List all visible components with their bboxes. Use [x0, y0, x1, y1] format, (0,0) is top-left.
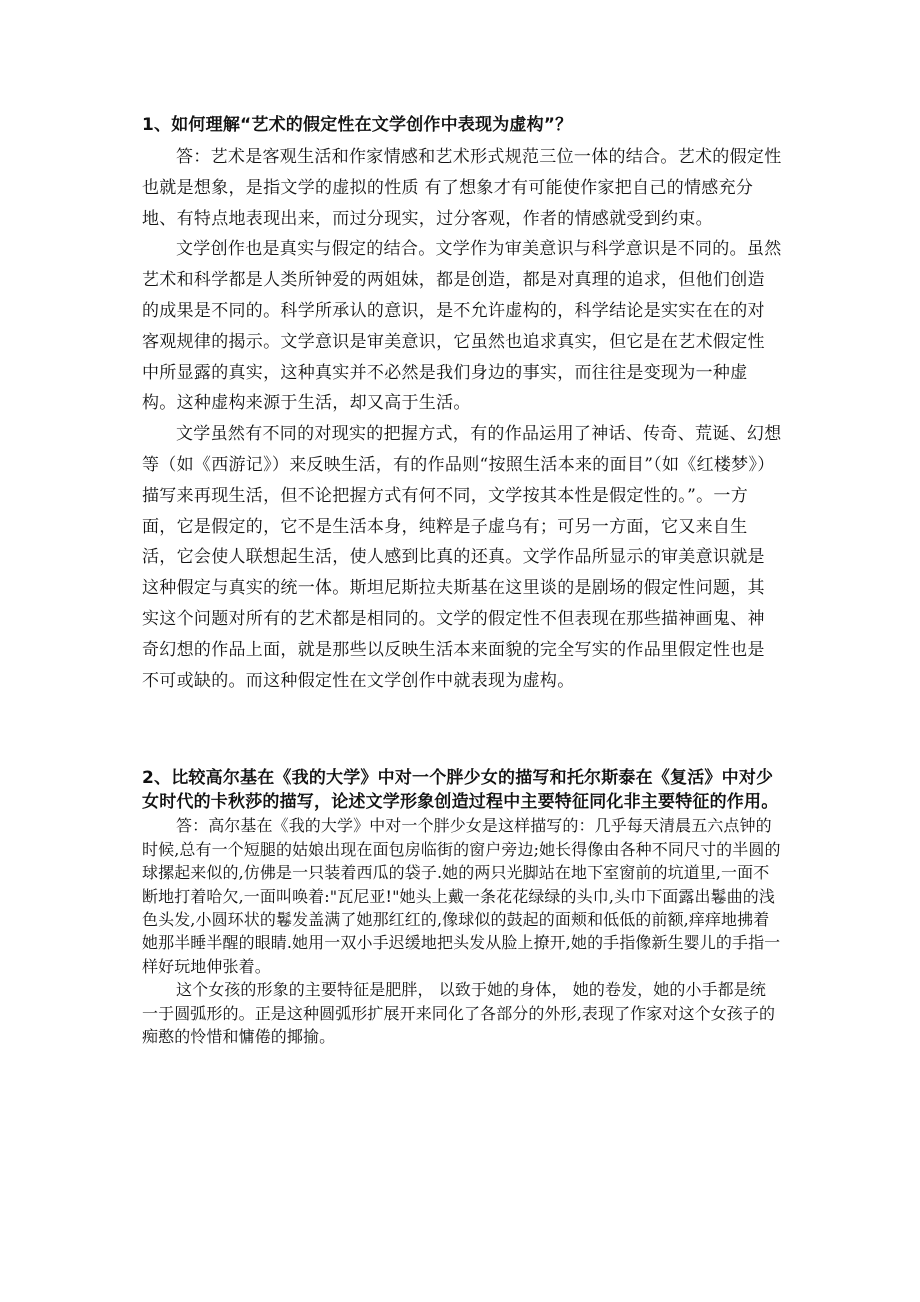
question-2-paragraph: 答：高尔基在《我的大学》中对一个胖少女是这样描写的：几乎每天清晨五六点钟的时候,总有一个短腿的姑娘出现在面包房临街的窗户旁边;她长得像由各种不同尺寸的半圆的球摞起来似的,仿佛是一只装着西瓜的袋子.她的两只光脚站在地下室窗前的坑道里,一面不断地打着哈欠,一面叫唤着:"瓦尼亚!"她头上戴一条花花绿绿的头巾,头巾下面露出鬈曲的浅色头发,小圆环状的鬈发盖满了她那红红的,像球似的鼓起的面颊和低低的前额,痒痒地拂着她那半睡半醒的眼睛.她用一双小手迟缓地把头发从脸上撩开,她的手指像新生婴儿的手指一样好玩地伸张着。 [142, 816, 781, 976]
question-1-paragraph: 文学创作也是真实与假定的结合。文学作为审美意识与科学意识是不同的。虽然艺术和科学都是人类所钟爱的两姐妹，都是创造，都是对真理的追求，但他们创造的成果是不同的。科学所承认的意识，是不允许虚构的，科学结论是实实在在的对客观规律的揭示。文学意识是审美意识，它虽然也追求真实，但它是在艺术假定性中所显露的真实，这种真实并不必然是我们身边的事实，而往往是变现为一种虚构。这种虚构来源于生活，却又高于生活。 [142, 239, 782, 414]
section-spacer [142, 696, 782, 766]
question-2 [142, 766, 782, 1048]
document-page [142, 112, 782, 1048]
question-1-paragraph: 文学虽然有不同的对现实的把握方式，有的作品运用了神话、传奇、荒诞、幻想等（如《西游记》）来反映生活，有的作品则“按照生活本来的面目”（如《红楼梦》）描写来再现生活，但不论把握方式有何不同，文学按其本性是假定性的。”。一方面，它是假定的，它不是生活本身，纯粹是子虚乌有；可另一方面，它又来自生活，它会使人联想起生活，使人感到比真的还真。文学作品所显示的审美意识就是这种假定与真实的统一体。斯坦尼斯拉夫斯基在这里谈的是剧场的假定性问题，其实这个问题对所有的艺术都是相同的。文学的假定性不但表现在那些描神画鬼、神奇幻想的作品上面，就是那些以反映生活本来面貌的完全写实的作品里假定性也是不可或缺的。而这种假定性在文学创作中就表现为虚构。 [142, 424, 782, 691]
question-1 [142, 112, 782, 696]
question-1-title: 1、如何理解“艺术的假定性在文学创作中表现为虚构”？ [142, 115, 573, 135]
question-2-title: 2、比较高尔基在《我的大学》中对一个胖少女的描写和托尔斯泰在《复活》中对少女时代的卡秋莎的描写，论述文学形象创造过程中主要特征同化非主要特征的作用。 [142, 768, 779, 813]
question-2-paragraph: 这个女孩的形象的主要特征是肥胖， 以致于她的身体， 她的卷发，她的小手都是统一于圆弧形的。正是这种圆弧形扩展开来同化了各部分的外形,表现了作家对这个女孩子的痴憨的怜惜和慵倦的揶揄。 [142, 980, 776, 1046]
question-1-paragraph: 答：艺术是客观生活和作家情感和艺术形式规范三位一体的结合。艺术的假定性也就是想象，是指文学的虚拟的性质 有了想象才有可能使作家把自己的情感充分地、有特点地表现出来，而过分现实，过分客观，作者的情感就受到约束。 [142, 147, 782, 229]
